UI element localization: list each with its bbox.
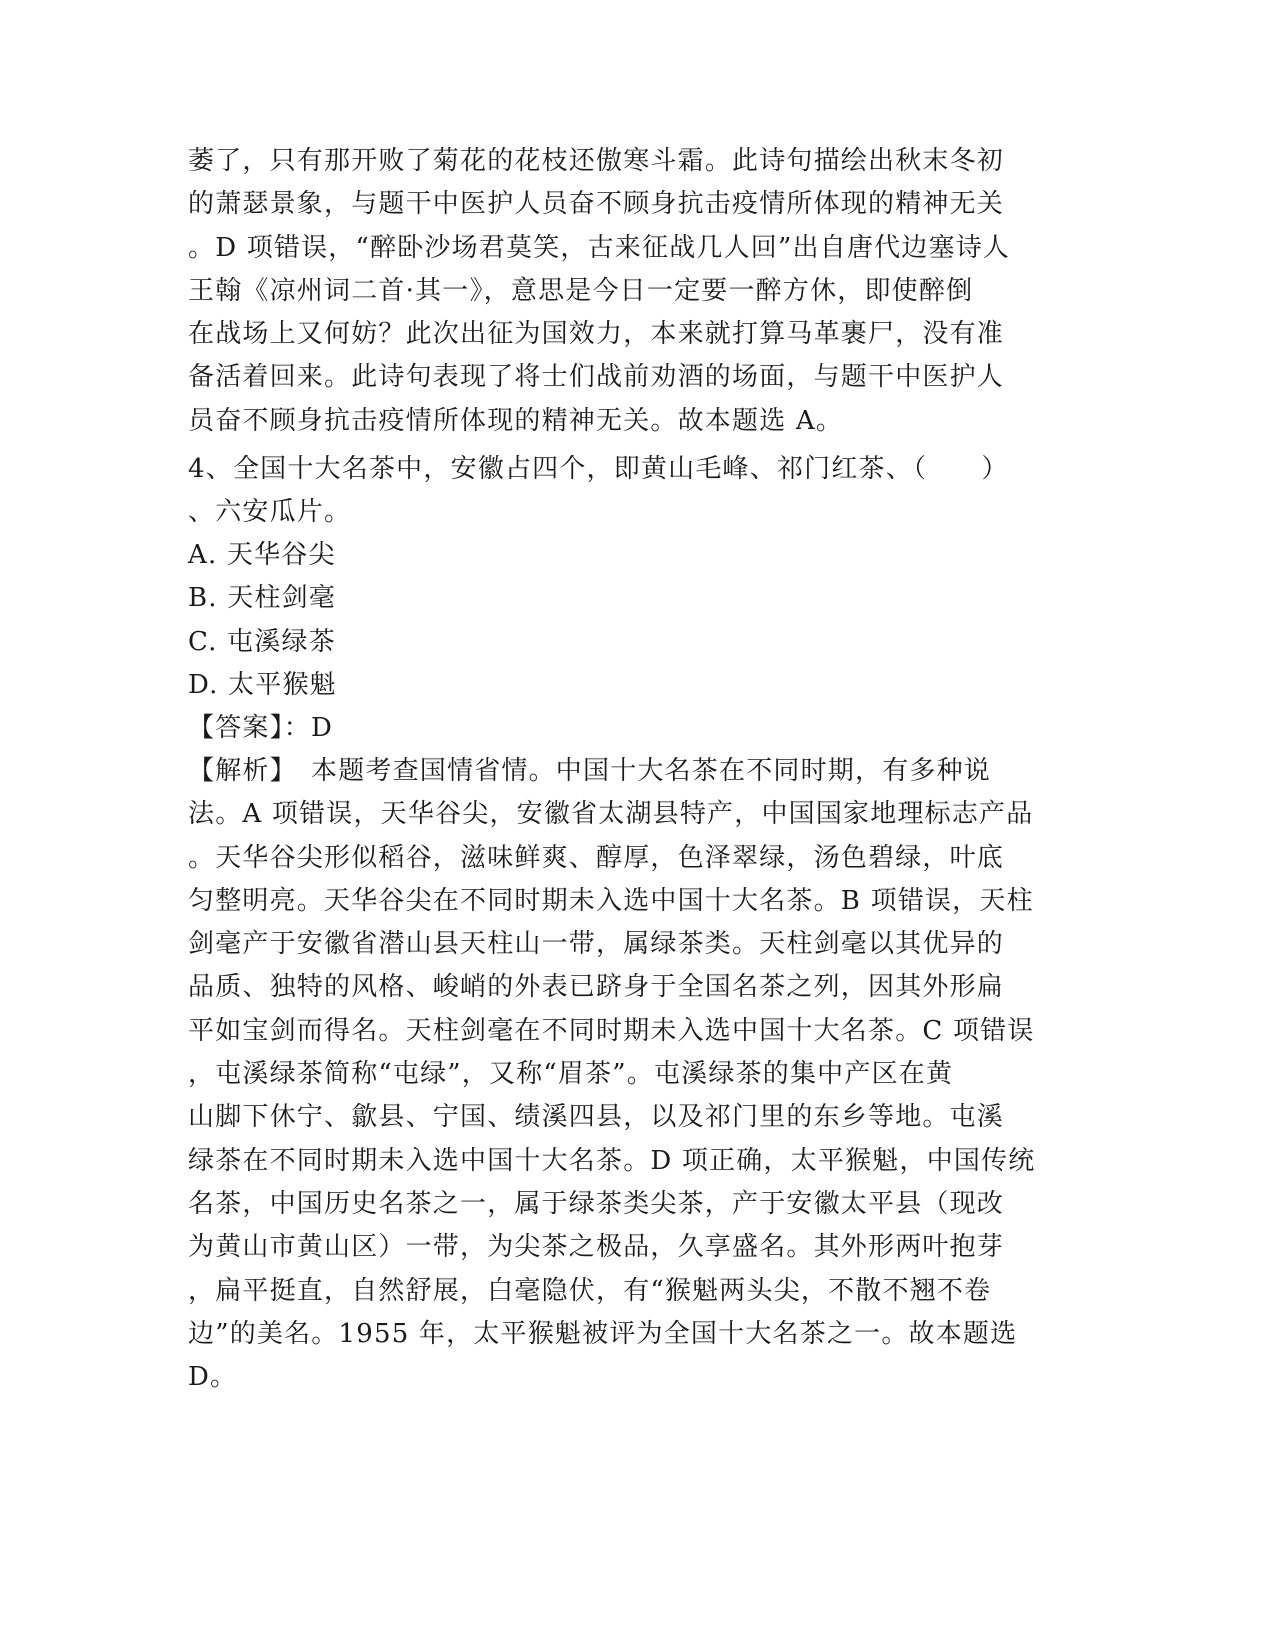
explanation-line: 剑毫产于安徽省潜山县天柱山一带，属绿茶类。天柱剑毫以其优异的 <box>188 929 1005 960</box>
explanation-line: 法。A 项错误，天华谷尖，安徽省太湖县特产，中国国家地理标志产品 <box>188 799 1034 830</box>
explanation-line: 平如宝剑而得名。天柱剑毫在不同时期未入选中国十大名茶。C 项错误 <box>188 1015 1035 1046</box>
option-b: B. 天柱剑毫 <box>188 583 337 614</box>
explanation-line: ，扁平挺直，自然舒展，白毫隐伏，有“猴魁两头尖，不散不翘不卷 <box>188 1275 992 1306</box>
explanation-line: 的萧瑟景象，与题干中医护人员奋不顾身抗击疫情所体现的精神无关 <box>188 189 1005 220</box>
explanation-line: 【解析】 本题考查国情省情。中国十大名茶在不同时期，有多种说 <box>188 756 992 786</box>
explanation-line: 名茶，中国历史名茶之一，属于绿茶类尖茶，产于安徽太平县（现改 <box>188 1188 1005 1219</box>
explanation-line: 为黄山市黄山区）一带，为尖茶之极品，久享盛名。其外形两叶抱芽 <box>188 1232 1005 1263</box>
question-stem-line: 、六安瓜片。 <box>188 497 352 528</box>
explanation-line: 。D 项错误，“醉卧沙场君莫笑，古来征战几人回”出自唐代边塞诗人 <box>188 232 1011 263</box>
explanation-line: 边”的美名。1955 年，太平猴魁被评为全国十大名茶之一。故本题选 <box>188 1318 1018 1349</box>
option-d: D. 太平猴魁 <box>188 669 337 700</box>
option-c: C. 屯溪绿茶 <box>188 626 336 657</box>
question-4-stem <box>188 448 1088 535</box>
explanation-line: 匀整明亮。天华谷尖在不同时期未入选中国十大名茶。B 项错误，天柱 <box>188 885 1034 916</box>
answer-line: 【答案】：D <box>188 713 334 743</box>
explanation-line: 萎了，只有那开败了菊花的花枝还傲寒斗霜。此诗句描绘出秋末冬初 <box>188 146 1005 176</box>
option-a: A. 天华谷尖 <box>188 540 336 570</box>
question-4-options <box>188 534 1088 707</box>
explanation-line: 品质、独特的风格、峻峭的外表已跻身于全国名茶之列，因其外形扁 <box>188 972 1005 1003</box>
explanation-line: 备活着回来。此诗句表现了将士们战前劝酒的场面，与题干中医护人 <box>188 362 1005 393</box>
explanation-line: 绿茶在不同时期未入选中国十大名茶。D 项正确，太平猴魁，中国传统 <box>188 1145 1036 1176</box>
explanation-line: ，屯溪绿茶简称“屯绿”，又称“眉茶”。屯溪绿茶的集中产区在黄 <box>188 1059 954 1090</box>
explanation-line: D。 <box>188 1362 238 1393</box>
explanation-line: 。天华谷尖形似稻谷，滋味鲜爽、醇厚，色泽翠绿，汤色碧绿，叶底 <box>188 842 1005 873</box>
question-4-explanation <box>188 750 1088 1399</box>
explanation-line: 在战场上又何妨？此次出征为国效力，本来就打算马革裹尸，没有准 <box>188 319 1005 350</box>
explanation-line: 山脚下休宁、歙县、宁国、绩溪四县，以及祁门里的东乡等地。屯溪 <box>188 1102 1005 1133</box>
explanation-line: 王翰《凉州词二首·其一》，意思是今日一定要一醉方休，即使醉倒 <box>188 275 974 306</box>
question-4-answer <box>188 707 1088 750</box>
previous-explanation-continued <box>188 140 1088 443</box>
question-stem-line: 4、全国十大名茶中，安徽占四个，即黄山毛峰、祁门红茶、（ ） <box>188 454 1009 484</box>
explanation-line: 员奋不顾身抗击疫情所体现的精神无关。故本题选 A。 <box>188 405 844 436</box>
